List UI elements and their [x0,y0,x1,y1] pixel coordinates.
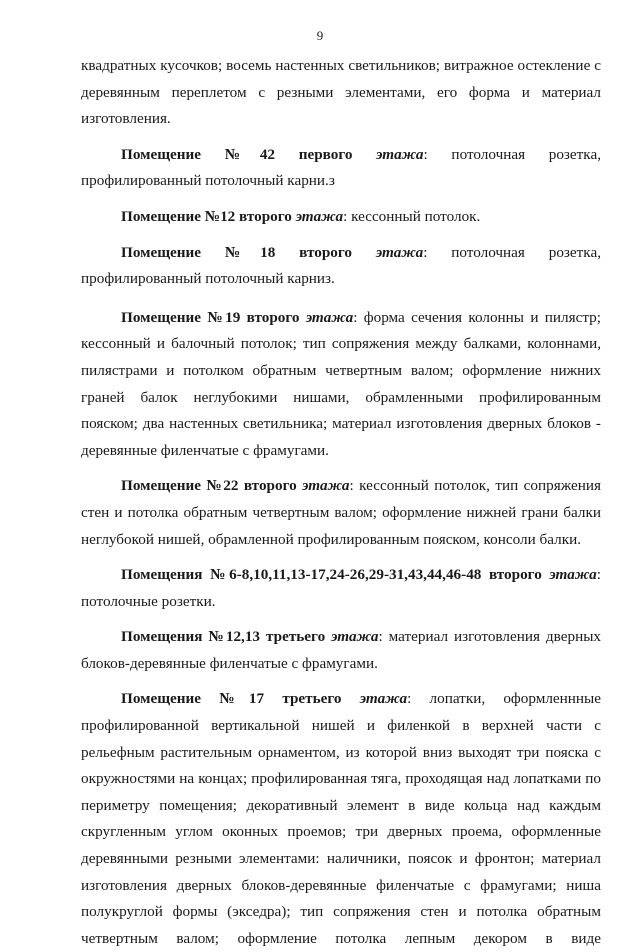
paragraph-text: : кессонный потолок. [343,207,481,225]
paragraph-text: : материал изготовления дверных блоков-деревянные филенчатые с фрамугами. [81,628,601,672]
room-heading-text: Помещение №22 второго [121,477,303,495]
paragraph-room-18-floor-2 [81,240,601,293]
room-heading [121,566,597,583]
paragraph-text: : потолочные розетки. [81,566,601,610]
room-heading-text: Помещения №6-8,10,11,13-17,24-26,29-31,43,44,46-48 второго [121,566,550,584]
paragraph-text: : потолочная розетка, профилированный потолочный карни.з [81,145,601,190]
room-heading [121,628,379,645]
paragraph-room-17-floor-3 [81,686,601,952]
paragraph-room-12-floor-2 [81,204,601,231]
paragraph-text: : лопатки, оформленнные профилированной вертикальной нишей и филенкой в верхней части с рельефным растительным орнаментом, из которой вниз выходят три пояска с окружностями на концах; профилированная тяга, проходящая над лопатками по периметру помещения; декоративный элемент в виде кольца над каждым скругленным углом оконных проемов; три дверных проема, оформленные деревянными резными элементами: наличники, поясок и фронтон; материал изготовления дверных блоков-деревянные филенчатые с фрамугами; ниша полукруглой формы (экседра); тип сопряжения стен и потолка обратным четвертным валом; оформление потолка лепным декором в виде [81,690,601,947]
room-heading-floor: этажа [295,207,344,225]
room-heading-text: Помещения №12,13 третьего [121,628,332,646]
room-heading-floor: этажа [331,628,379,646]
room-heading [121,146,424,163]
room-heading-floor: этажа [359,690,408,708]
room-heading-floor: этажа [376,145,424,163]
document-body [81,53,601,952]
room-heading [121,477,349,494]
paragraph-room-42-floor-1 [81,142,601,195]
paragraph-rooms-list-floor-2 [81,562,601,615]
room-heading-text: Помещение №42 первого [121,145,377,163]
paragraph-text: квадратных кусочков; восемь настенных светильников; витражное остекление с деревянным переплетом с резными элементами, его форма и материал изготовления. [81,57,601,128]
room-heading-text: Помещение №17 третьего [121,690,360,708]
room-heading [121,208,343,225]
room-heading [121,309,353,326]
room-heading-floor: этажа [305,308,354,326]
room-heading [121,690,407,707]
paragraph-continuation [81,53,601,133]
room-heading-text: Помещение №19 второго [121,308,306,326]
room-heading-floor: этажа [549,566,597,584]
paragraph-text: : форма сечения колонны и пилястр; кессонный и балочный потолок; тип сопряжения между балками, колоннами, пилястрами и потолком обратным четвертным валом; оформление нижних граней балок неглубокими нишами, обрамленными профилированным пояском; два настенных светильника; материал изготовления дверных блоков - деревянные филенчатые с фрамугами. [81,308,601,459]
page-number: 9 [316,28,324,43]
paragraph-rooms-12-13-floor-3 [81,624,601,677]
paragraph-room-22-floor-2 [81,473,601,553]
room-heading-floor: этажа [302,477,350,495]
room-heading [121,244,423,261]
room-heading-text: Помещение №18 второго [121,243,376,261]
paragraph-text: : кессонный потолок, тип сопряжения стен и потолка обратным четвертным валом; оформление нижней грани балки неглубокой нишей, обрамленной профилированным пояском, консоли балки. [81,477,601,548]
room-heading-text: Помещение №12 второго [121,207,296,225]
paragraph-room-19-floor-2 [81,305,601,465]
room-heading-floor: этажа [375,243,424,261]
paragraph-text: : потолочная розетка, профилированный потолочный карниз. [81,243,601,288]
